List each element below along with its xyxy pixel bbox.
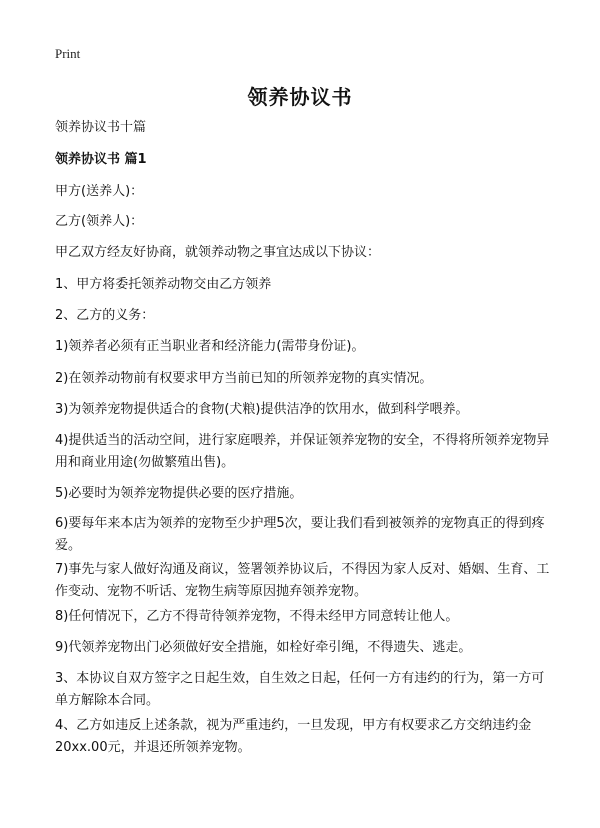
obligation-4: 4)提供适当的活动空间，进行家庭喂养，并保证领养宠物的安全，不得将所领养宠物异用和商业用途(勿做繁殖出售)。 [55,433,550,470]
party-b-line: 乙方(领养人)： [55,214,144,229]
clause-1: 1、甲方将委托领养动物交由乙方领养 [55,277,272,292]
obligation-6: 6)要每年来本店为领养的宠物至少护理5次，要让我们看到被领养的宠物真正的得到疼爱。 [55,516,545,553]
clause-2-heading: 2、乙方的义务： [55,308,155,323]
clause-3: 3、本协议自双方签字之日起生效，自生效之日起，任何一方有违约的行为，第一方可单方解除本合同。 [55,671,545,708]
print-link[interactable]: Print [55,46,81,61]
obligation-2: 2)在领养动物前有权要求甲方当前已知的所领养宠物的真实情况。 [55,371,433,386]
obligation-7: 7)事先与家人做好沟通及商议，签署领养协议后，不得因为家人反对、婚姻、生育、工作变动、宠物不听话、宠物生病等原因抛弃领养宠物。 [55,562,550,599]
agreement-intro: 甲乙双方经友好协商，就领养动物之事宜达成以下协议： [55,245,381,260]
obligation-5: 5)必要时为领养宠物提供必要的医疗措施。 [55,486,303,501]
obligation-8: 8)任何情况下，乙方不得苛待领养宠物，不得未经甲方同意转让他人。 [55,609,459,624]
page-title: 领养协议书 [247,85,353,109]
clause-4: 4、乙方如违反上述条款，视为严重违约，一旦发现，甲方有权要求乙方交纳违约金20xx.00元，并退还所领养宠物。 [55,718,532,755]
obligation-9: 9)代领养宠物出门必须做好安全措施，如栓好牵引绳，不得遗失、逃走。 [55,640,472,655]
document-subtitle: 领养协议书十篇 [55,120,147,135]
obligation-1: 1)领养者必须有正当职业者和经济能力(需带身份证)。 [55,339,365,354]
section-heading: 领养协议书 篇1 [55,152,147,167]
party-a-line: 甲方(送养人)： [55,184,144,199]
obligation-3: 3)为领养宠物提供适合的食物(犬粮)提供洁净的饮用水，做到科学喂养。 [55,402,469,417]
